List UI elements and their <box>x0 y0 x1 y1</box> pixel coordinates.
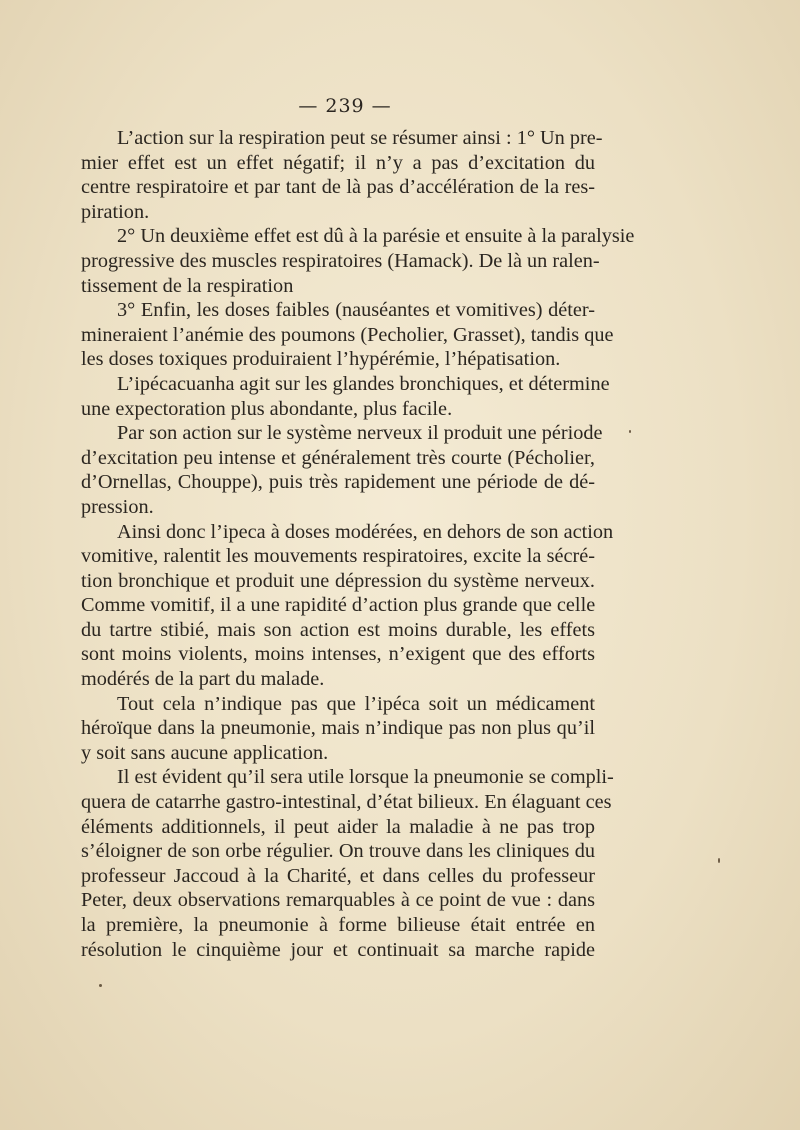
text-line: d’Ornellas, Chouppe), puis très rapidement une période de dé- <box>81 471 595 494</box>
text-line: Ainsi donc l’ipeca à doses modérées, en dehors de son action <box>117 520 614 543</box>
text-line: s’éloigner de son orbe régulier. On trouve dans les cliniques du <box>81 840 595 863</box>
text-line: Tout cela n’indique pas que l’ipéca soit un médicament <box>117 692 595 715</box>
text-line: modérés de la part du malade. <box>81 668 325 691</box>
text-line: sont moins violents, moins intenses, n’exigent que des efforts <box>81 643 595 666</box>
text-line: Par son action sur le système nerveux il produit une période <box>117 422 603 445</box>
text-line: professeur Jaccoud à la Charité, et dans celles du professeur <box>81 864 595 887</box>
text-line: vomitive, ralentit les mouvements respiratoires, excite la sécré- <box>81 545 595 568</box>
text-line: éléments additionnels, il peut aider la maladie à ne pas trop <box>81 815 595 838</box>
text-line: la première, la pneumonie à forme bilieuse était entrée en <box>81 914 595 936</box>
body-text <box>81 126 635 962</box>
text-line: Il est évident qu’il sera utile lorsque la pneumonie se compli- <box>117 766 614 789</box>
text-line: piration. <box>81 200 150 223</box>
text-line: y soit sans aucune application. <box>81 741 329 764</box>
text-line: d’excitation peu intense et généralement très courte (Pécholier, <box>81 446 595 469</box>
paper-speck <box>629 430 631 433</box>
text-line: pression. <box>81 495 154 518</box>
text-line: résolution le cinquième jour et continuait sa marche rapide <box>81 938 595 961</box>
page-number: — 239 — <box>298 95 392 117</box>
text-line: du tartre stibié, mais son action est moins durable, les effets <box>81 618 595 641</box>
text-line: 3° Enfin, les doses faibles (nauséantes et vomitives) déter- <box>117 299 595 322</box>
text-line: mineraient l’anémie des poumons (Pecholier, Grasset), tandis que <box>81 323 614 346</box>
text-line: L’action sur la respiration peut se résumer ainsi : 1° Un pre- <box>117 127 603 149</box>
text-line: tissement de la respiration <box>81 274 294 297</box>
text-line: Peter, deux observations remarquables à ce point de vue : dans <box>81 889 595 912</box>
text-line: les doses toxiques produiraient l’hypérémie, l’hépatisation. <box>81 348 561 371</box>
text-line: héroïque dans la pneumonie, mais n’indique pas non plus qu’il <box>81 717 595 740</box>
text-line: centre respiratoire et par tant de là pas d’accélération de la res- <box>81 176 595 199</box>
paper-speck <box>718 858 720 863</box>
text-line: mier effet est un effet négatif; il n’y a pas d’excitation du <box>81 151 595 174</box>
text-line: Comme vomitif, il a une rapidité d’action plus grande que celle <box>81 594 596 617</box>
text-line: 2° Un deuxième effet est dû à la parésie et ensuite à la paralysie <box>117 225 635 248</box>
text-line: quera de catarrhe gastro-intestinal, d’état bilieux. En élaguant ces <box>81 791 612 814</box>
text-line: une expectoration plus abondante, plus facile. <box>81 397 453 420</box>
text-line: L’ipécacuanha agit sur les glandes bronchiques, et détermine <box>117 372 610 395</box>
text-line: progressive des muscles respiratoires (Hamack). De là un ralen- <box>81 249 600 272</box>
text-line: tion bronchique et produit une dépression du système nerveux. <box>81 569 595 592</box>
paper-speck <box>99 984 102 987</box>
